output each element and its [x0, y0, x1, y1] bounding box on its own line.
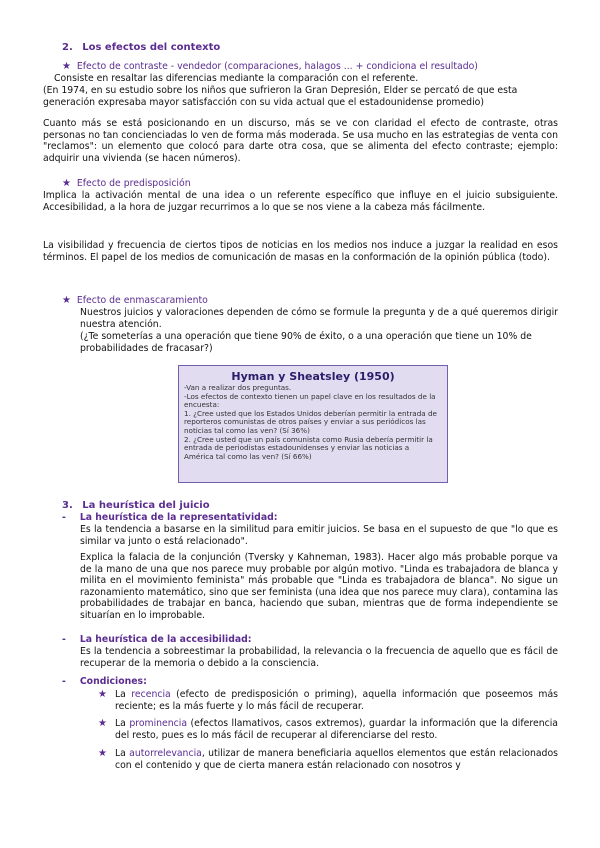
masking-p2: (¿Te someterías a una operación que tiene 90% de éxito, o a una operación que tiene un 10% de probabilidades de fracasar?) — [80, 331, 532, 354]
conditions-title: Condiciones: — [79, 676, 147, 687]
predisposition-p2: La visibilidad y frecuencia de ciertos tipos de noticias en los medios nos induce a juzgar la realidad en esos términos. El papel de los medios de comunicación de masas en la conformación de la opinión pública (todo). — [43, 240, 558, 263]
representativity-p1: Es la tendencia a basarse en la similitud para emitir juicios. Se basa en el supuesto de que "lo que es similar va junto o está relacionado". — [80, 524, 558, 547]
masking-title: Efecto de enmascaramiento — [76, 295, 208, 306]
condition-item: ★ La prominencia (efectos llamativos, casos extremos), guardar la información que la diferencia del resto, pues es lo más fácil de recuperar al diferenciarse del resto. — [98, 718, 558, 741]
study-box — [178, 365, 448, 483]
masking-heading — [62, 295, 462, 307]
section-2-title: Los efectos del contexto — [82, 42, 221, 53]
masking-p1: Nuestros juicios y valoraciones dependen de cómo se formule la pregunta y de a qué queremos dirigir nuestra atención. — [80, 307, 558, 330]
contrast-p1: Consiste en resaltar las diferencias mediante la comparación con el referente. — [54, 73, 419, 84]
representativity-heading: - La heurística de la representatividad: — [62, 512, 278, 523]
representativity-title: La heurística de la representatividad: — [79, 512, 278, 523]
contrast-heading — [62, 61, 562, 73]
star-bullet-icon: ★ — [98, 689, 107, 700]
section-3-title: La heurística del juicio — [82, 500, 210, 511]
accessibility-title: La heurística de la accesibilidad: — [79, 634, 252, 645]
study-box-line: 1. ¿Cree usted que los Estados Unidos deberían permitir la entrada de reporteros comunistas de otros países y enviar a sus periódicos las noticias tal como las ven? (Sí 36%) — [184, 408, 437, 435]
condition-item: ★ La recencia (efecto de predisposición o priming), aquella información que poseemos más reciente; es la más fuerte y lo más fácil de recuperar. — [98, 689, 558, 712]
contrast-p2: (En 1974, en su estudio sobre los niños que sufrieron la Gran Depresión, Elder se percató de que esta generación expresaba mayor satisfacción con su vida actual que el estadounidense promedio) — [43, 85, 518, 108]
star-bullet-icon: ★ — [98, 748, 107, 759]
condition-term: prominencia — [129, 718, 188, 729]
condition-term: recencia — [131, 689, 171, 700]
accessibility-heading: - La heurística de la accesibilidad: — [62, 634, 252, 645]
star-bullet-icon: ★ — [62, 61, 71, 72]
accessibility-p1: Es la tendencia a sobreestimar la probabilidad, la relevancia o la frecuencia de aquello que es fácil de recuperar de la memoria o debido a la consciencia. — [80, 646, 558, 669]
study-box-title: Hyman y Sheatsley (1950) — [231, 370, 395, 383]
study-box-line: -Van a realizar dos preguntas. — [184, 383, 292, 392]
representativity-p2: Explica la falacia de la conjunción (Tversky y Kahneman, 1983). Hacer algo más probable porque va de la mano de una que nos parece muy probable por algún motivo. "Linda es trabajadora de blanca y milita en el movimiento feminista" más probable que "Linda es trabajadora de blanca". No sigue un razonamiento matemático, sino que ser feminista (una idea que nos parece muy clara), contamina las probabilidades de trabajar en banca, haciendo que suban, mientras que de forma independiente se situarían en lo improbable. — [80, 552, 558, 621]
predisposition-heading — [62, 178, 462, 190]
contrast-title: Efecto de contraste - vendedor (comparaciones, halagos ... + condiciona el resultado) — [76, 61, 478, 72]
star-bullet-icon: ★ — [62, 178, 71, 189]
predisposition-title: Efecto de predisposición — [76, 178, 191, 189]
section-2-heading — [62, 42, 220, 54]
predisposition-p1: Implica la activación mental de una idea o un referente específico que influye en el juicio subsiguiente. Accesibilidad, a la hora de juzgar recurrimos a lo que se nos viene a la cabeza más fácilmente. — [43, 190, 558, 213]
condition-item: ★ La autorrelevancia, utilizar de manera beneficiaria aquellos elementos que están relacionados con el contenido y que de cierta manera están relacionado con nosotros y — [98, 748, 558, 771]
star-bullet-icon: ★ — [98, 718, 107, 729]
conditions-heading: - Condiciones: — [62, 676, 147, 687]
section-3-number: 3. — [62, 500, 73, 511]
condition-term: autorrelevancia — [129, 748, 202, 759]
contrast-p3: Cuanto más se está posicionando en un discurso, más se ve con claridad el efecto de contraste, otras personas no tan concienciadas lo ven de forma más moderada. Se usa mucho en las estrategias de venta con "reclamos": un elemento que colocó para darte otra cosa, que se alimenta del efecto contraste; ejemplo: adquirir una vivienda (se hacen números). — [43, 118, 558, 164]
section-2-number: 2. — [62, 42, 73, 53]
star-bullet-icon: ★ — [62, 295, 71, 306]
section-3-heading — [62, 500, 210, 512]
study-box-line: 2. ¿Cree usted que un país comunista como Rusia debería permitir la entrada de periodistas estadounidenses y enviar las noticias a América tal como las ven? (Sí 66%) — [184, 434, 433, 461]
study-box-body — [179, 384, 447, 461]
study-box-line: -Los efectos de contexto tienen un papel clave en los resultados de la encuesta: — [184, 391, 436, 410]
